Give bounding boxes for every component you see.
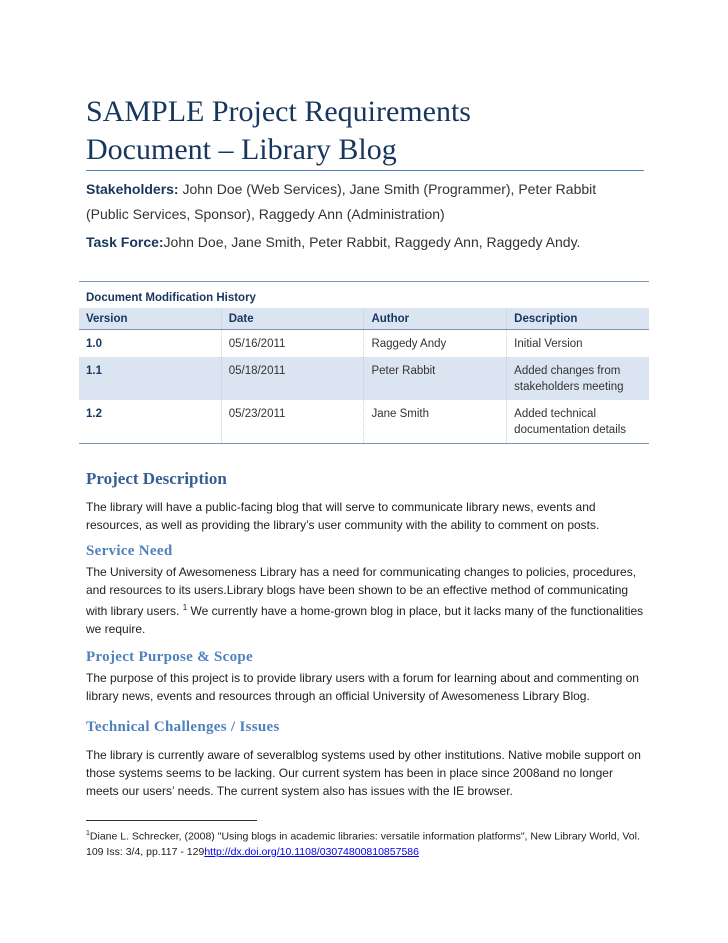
table-caption: Document Modification History [79,282,649,309]
table-header-row [79,308,649,330]
document-title [86,93,646,169]
task-force-text: John Doe, Jane Smith, Peter Rabbit, Raggedy Ann, Raggedy Andy. [163,234,581,250]
service-need-text-part-2: We currently have a home-grown blog in place, but it lacks many of the functionalities we require. [86,604,644,636]
heading-purpose-scope: Project Purpose & Scope [86,649,253,665]
stakeholders-text-line-2: (Public Services, Sponsor), Raggedy Ann (Administration) [86,206,445,222]
cell-description: Initial Version [507,330,649,358]
stakeholders-label: Stakeholders: [86,181,179,197]
cell-description: Added changes from stakeholders meeting [507,357,649,400]
task-force-label: Task Force: [86,234,164,250]
stakeholders-text-line-1: John Doe (Web Services), Jane Smith (Programmer), Peter Rabbit [178,181,597,197]
heading-technical-challenges: Technical Challenges / Issues [86,719,280,735]
title-divider [86,170,644,171]
heading-project-description: Project Description [86,469,227,488]
cell-version: 1.0 [86,338,102,350]
document-title-line-1: SAMPLE Project Requirements [86,95,471,128]
technical-challenges-text: The library is currently aware of severalblog systems used by other institutions. Native mobile support on those systems seems to be lacking. Our current system has been in place since 2008and no longer meets our users’ needs. The current system also has issues with the IE browser. [86,748,641,798]
project-description-text: The library will have a public-facing blog that will serve to communicate library news, events and resources, as well as providing the library’s user community with the ability to comment on posts. [86,500,600,532]
cell-date: 05/23/2011 [221,400,364,444]
service-need-text [86,563,646,638]
document-title-line-2: Document – Library Blog [86,133,397,166]
modification-history-table [79,281,649,444]
cell-version: 1.1 [79,357,221,400]
task-force-block [86,230,646,255]
heading-service-need: Service Need [86,543,173,559]
footnote-number: 1 [86,830,90,837]
cell-description: Added technical documentation details [507,400,649,444]
column-header-author: Author [364,308,507,330]
cell-author: Jane Smith [364,400,507,444]
table-row [79,330,649,358]
footnote-divider [86,820,257,821]
cell-date: 05/18/2011 [221,357,364,400]
cell-author: Peter Rabbit [364,357,507,400]
service-need-text-part-1: The University of Awesomeness Library has a need for communicating changes to policies, procedures, and resources to its users.Library blogs have been shown to be an effective method of communicating with library users. [86,565,637,618]
table-row [79,357,649,400]
column-header-description: Description [507,308,649,330]
cell-date: 05/16/2011 [221,330,364,358]
footnote-text: Diane L. Schrecker, (2008) "Using blogs in academic libraries: versatile information platforms", New Library World, Vol. 109 Iss: 3/4, pp.117 - 129 [86,830,640,858]
footnote-reference[interactable]: 1 [182,603,188,612]
purpose-scope-text: The purpose of this project is to provide library users with a forum for learning about and commenting on library news, events and resources through an official University of Awesomeness Library Blog. [86,671,639,703]
column-header-date: Date [221,308,364,330]
stakeholders-block [86,177,646,227]
column-header-version: Version [79,308,221,330]
cell-version: 1.2 [79,400,221,444]
footnote-doi-link[interactable]: http://dx.doi.org/10.1108/03074800810857586 [204,845,419,858]
table-row [79,400,649,444]
footnote [86,826,656,860]
cell-author: Raggedy Andy [364,330,507,358]
